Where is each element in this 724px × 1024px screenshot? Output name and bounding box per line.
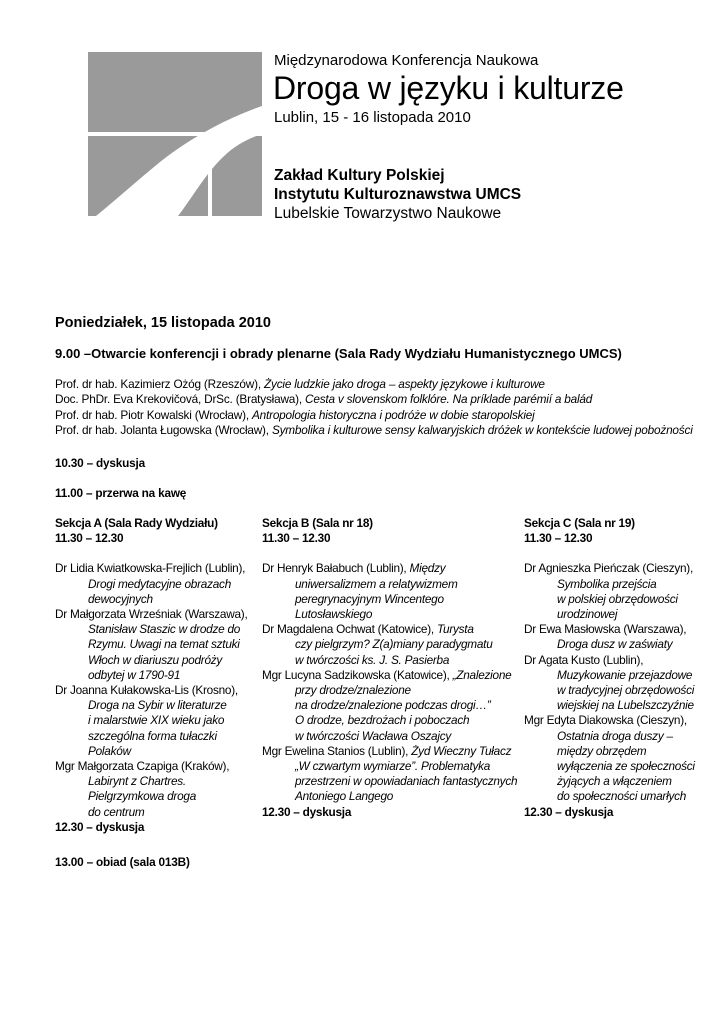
organizers [274, 166, 521, 223]
paper-title-line: uniwersalizmem a relatywizmem [295, 576, 458, 591]
paper-title-line: do społeczności umarłych [557, 789, 687, 804]
organizer-3: Lubelskie Towarzystwo Naukowe [274, 205, 502, 222]
paper-title-line: Pielgrzymkowa droga [88, 789, 197, 804]
speaker-line: Mgr Edyta Diakowska (Cieszyn), [524, 713, 687, 728]
plenary-talks [55, 377, 693, 438]
paper-title-line: Symbolika przejścia [557, 576, 657, 591]
talk-speaker: Prof. dr hab. Kazimierz Ożóg (Rzeszów), [55, 377, 264, 391]
paper-title-line: Włoch w diariuszu podróży [88, 652, 223, 667]
paper-title-line: Drogi medytacyjne obrazach [88, 576, 232, 591]
conference-place-date: Lublin, 15 - 16 listopada 2010 [274, 109, 471, 126]
speaker-line: Mgr Ewelina Stanios (Lublin), Żyd Wieczny Tułacz [262, 743, 512, 758]
section-b [262, 516, 517, 820]
conference-title: Droga w języku i kulturze [273, 70, 624, 106]
speaker-line: Mgr Małgorzata Czapiga (Kraków), [55, 759, 230, 774]
plenary-heading: 9.00 –Otwarcie konferencji i obrady plenarne (Sala Rady Wydziału Humanistycznego UMCS) [55, 346, 622, 361]
speaker-line: Dr Ewa Masłowska (Warszawa), [524, 622, 687, 637]
section-a-lines [55, 561, 248, 819]
section-a-name: Sekcja A (Sala Rady Wydziału) [55, 516, 218, 530]
talk-title: Antropologia historyczna i podróże w dobie staropolskiej [251, 407, 535, 422]
paper-title-line: „W czwartym wymiarze”. Problematyka [295, 759, 491, 774]
paper-title-line: Antoniego Langego [295, 789, 394, 804]
speaker-line: Dr Henryk Bałabuch (Lublin), Między [262, 561, 446, 576]
paper-title-line: w twórczości Wacława Oszajcy [295, 728, 452, 743]
organizer-2: Instytutu Kulturoznawstwa UMCS [274, 186, 522, 203]
paper-title-line: wiejskiej na Lubelszczyźnie [557, 698, 694, 713]
talk-speaker: Prof. dr hab. Piotr Kowalski (Wrocław), [55, 407, 252, 422]
paper-title-line: odbytej w 1790-91 [88, 667, 181, 682]
paper-title-line: przestrzeni w opowiadaniach fantastycznych [295, 774, 518, 789]
talk-item [55, 377, 693, 392]
paper-title-start: „Znalezione [452, 667, 512, 682]
paper-title-line: do centrum [88, 804, 145, 819]
talk-title: Cesta v slovenskom folklóre. Na príklade parémií a balád [305, 392, 593, 407]
paper-title-line: wyłączenia ze społeczności [557, 759, 695, 774]
paper-title-line: Rzymu. Uwagi na temat sztuki [88, 637, 240, 652]
talk-title: Życie ludzkie jako droga – aspekty językowe i kulturowe [264, 377, 545, 391]
section-a-end: 12.30 – dyskusja [55, 819, 145, 834]
paper-title-line: żyjących a włączeniem [557, 774, 672, 789]
conference-type: Międzynarodowa Konferencja Naukowa [274, 52, 539, 69]
paper-title-start: Turysta [436, 622, 474, 637]
paper-title-line: i malarstwie XIX wieku jako [88, 713, 225, 728]
talk-speaker: Prof. dr hab. Jolanta Ługowska (Wrocław), [55, 422, 272, 437]
discussion-time: 10.30 – dyskusja [55, 456, 145, 470]
speaker-line: Dr Małgorzata Wrześniak (Warszawa), [55, 607, 248, 622]
paper-title-line: przy drodze/znalezione [295, 683, 411, 698]
paper-title-start: Żyd Wieczny Tułacz [411, 743, 512, 758]
paper-title-line: peregrynacyjnym Wincentego [295, 591, 444, 606]
paper-title-line: w polskiej obrzędowości [557, 591, 678, 606]
speaker-line: Mgr Lucyna Sadzikowska (Katowice), „Znalezione [262, 667, 512, 682]
paper-title-line: szczególna forma tułaczki [88, 728, 217, 743]
paper-title-line: urodzinowej [557, 607, 618, 622]
section-b-lines [262, 561, 517, 804]
paper-title-line: czy pielgrzym? Z(a)miany paradygmatu [295, 637, 493, 652]
speaker-line: Dr Agnieszka Pieńczak (Cieszyn), [524, 561, 694, 576]
paper-title-start: Między [409, 561, 446, 576]
paper-title-line: na drodze/znalezione podczas drogi…” [295, 698, 491, 713]
paper-title-line: w twórczości ks. J. S. Pasierba [295, 652, 450, 667]
paper-title-line: dewocyjnych [88, 591, 153, 606]
speaker-line: Dr Lidia Kwiatkowska-Frejlich (Lublin), [55, 561, 246, 576]
paper-title-line: między obrzędem [557, 743, 647, 758]
paper-title-line: Labirynt z Chartres. [88, 774, 186, 789]
paper-title-line: Ostatnia droga duszy – [557, 728, 673, 743]
paper-title-line: Muzykowanie przejazdowe [557, 667, 693, 682]
paper-title-line: Polaków [88, 743, 131, 758]
talk-title: Symbolika i kulturowe sensy kalwaryjskich dróżek w kontekście ludowej pobożności [271, 422, 693, 437]
paper-title-line: w tradycyjnej obrzędowości [557, 683, 695, 698]
coffee-break-time: 11.00 – przerwa na kawę [55, 486, 187, 500]
talk-item [55, 423, 693, 438]
paper-title-line: Stanisław Staszic w drodze do [88, 622, 241, 637]
section-c-lines [524, 561, 695, 804]
speaker-line: Dr Magdalena Ochwat (Katowice), Turysta [262, 622, 474, 637]
section-c-time: 11.30 – 12.30 [524, 531, 593, 546]
speaker-line: Dr Agata Kusto (Lublin), [524, 652, 644, 667]
section-b-name: Sekcja B (Sala nr 18) [262, 516, 373, 530]
speaker-line: Dr Joanna Kułakowska-Lis (Krosno), [55, 683, 238, 698]
section-a [55, 516, 248, 835]
section-a-time: 11.30 – 12.30 [55, 531, 124, 546]
section-b-end: 12.30 – dyskusja [262, 804, 352, 819]
organizer-1: Zakład Kultury Polskiej [274, 167, 445, 184]
talk-item [55, 392, 693, 407]
section-b-time: 11.30 – 12.30 [262, 531, 331, 546]
section-c [524, 516, 695, 820]
paper-title-line: Droga dusz w zaświaty [557, 637, 673, 652]
talk-speaker: Doc. PhDr. Eva Krekovičová, DrSc. (Bratysława), [55, 392, 306, 407]
paper-title-line: Lutosławskiego [295, 607, 373, 622]
lunch-time: 13.00 – obiad (sala 013B) [55, 855, 190, 869]
day-heading: Poniedziałek, 15 listopada 2010 [55, 315, 271, 331]
conference-logo [88, 52, 262, 216]
section-c-end: 12.30 – dyskusja [524, 804, 614, 819]
section-c-name: Sekcja C (Sala nr 19) [524, 516, 635, 530]
talk-item [55, 408, 693, 423]
paper-title-line: Droga na Sybir w literaturze [88, 698, 227, 713]
paper-title-line: O drodze, bezdrożach i poboczach [295, 713, 470, 728]
